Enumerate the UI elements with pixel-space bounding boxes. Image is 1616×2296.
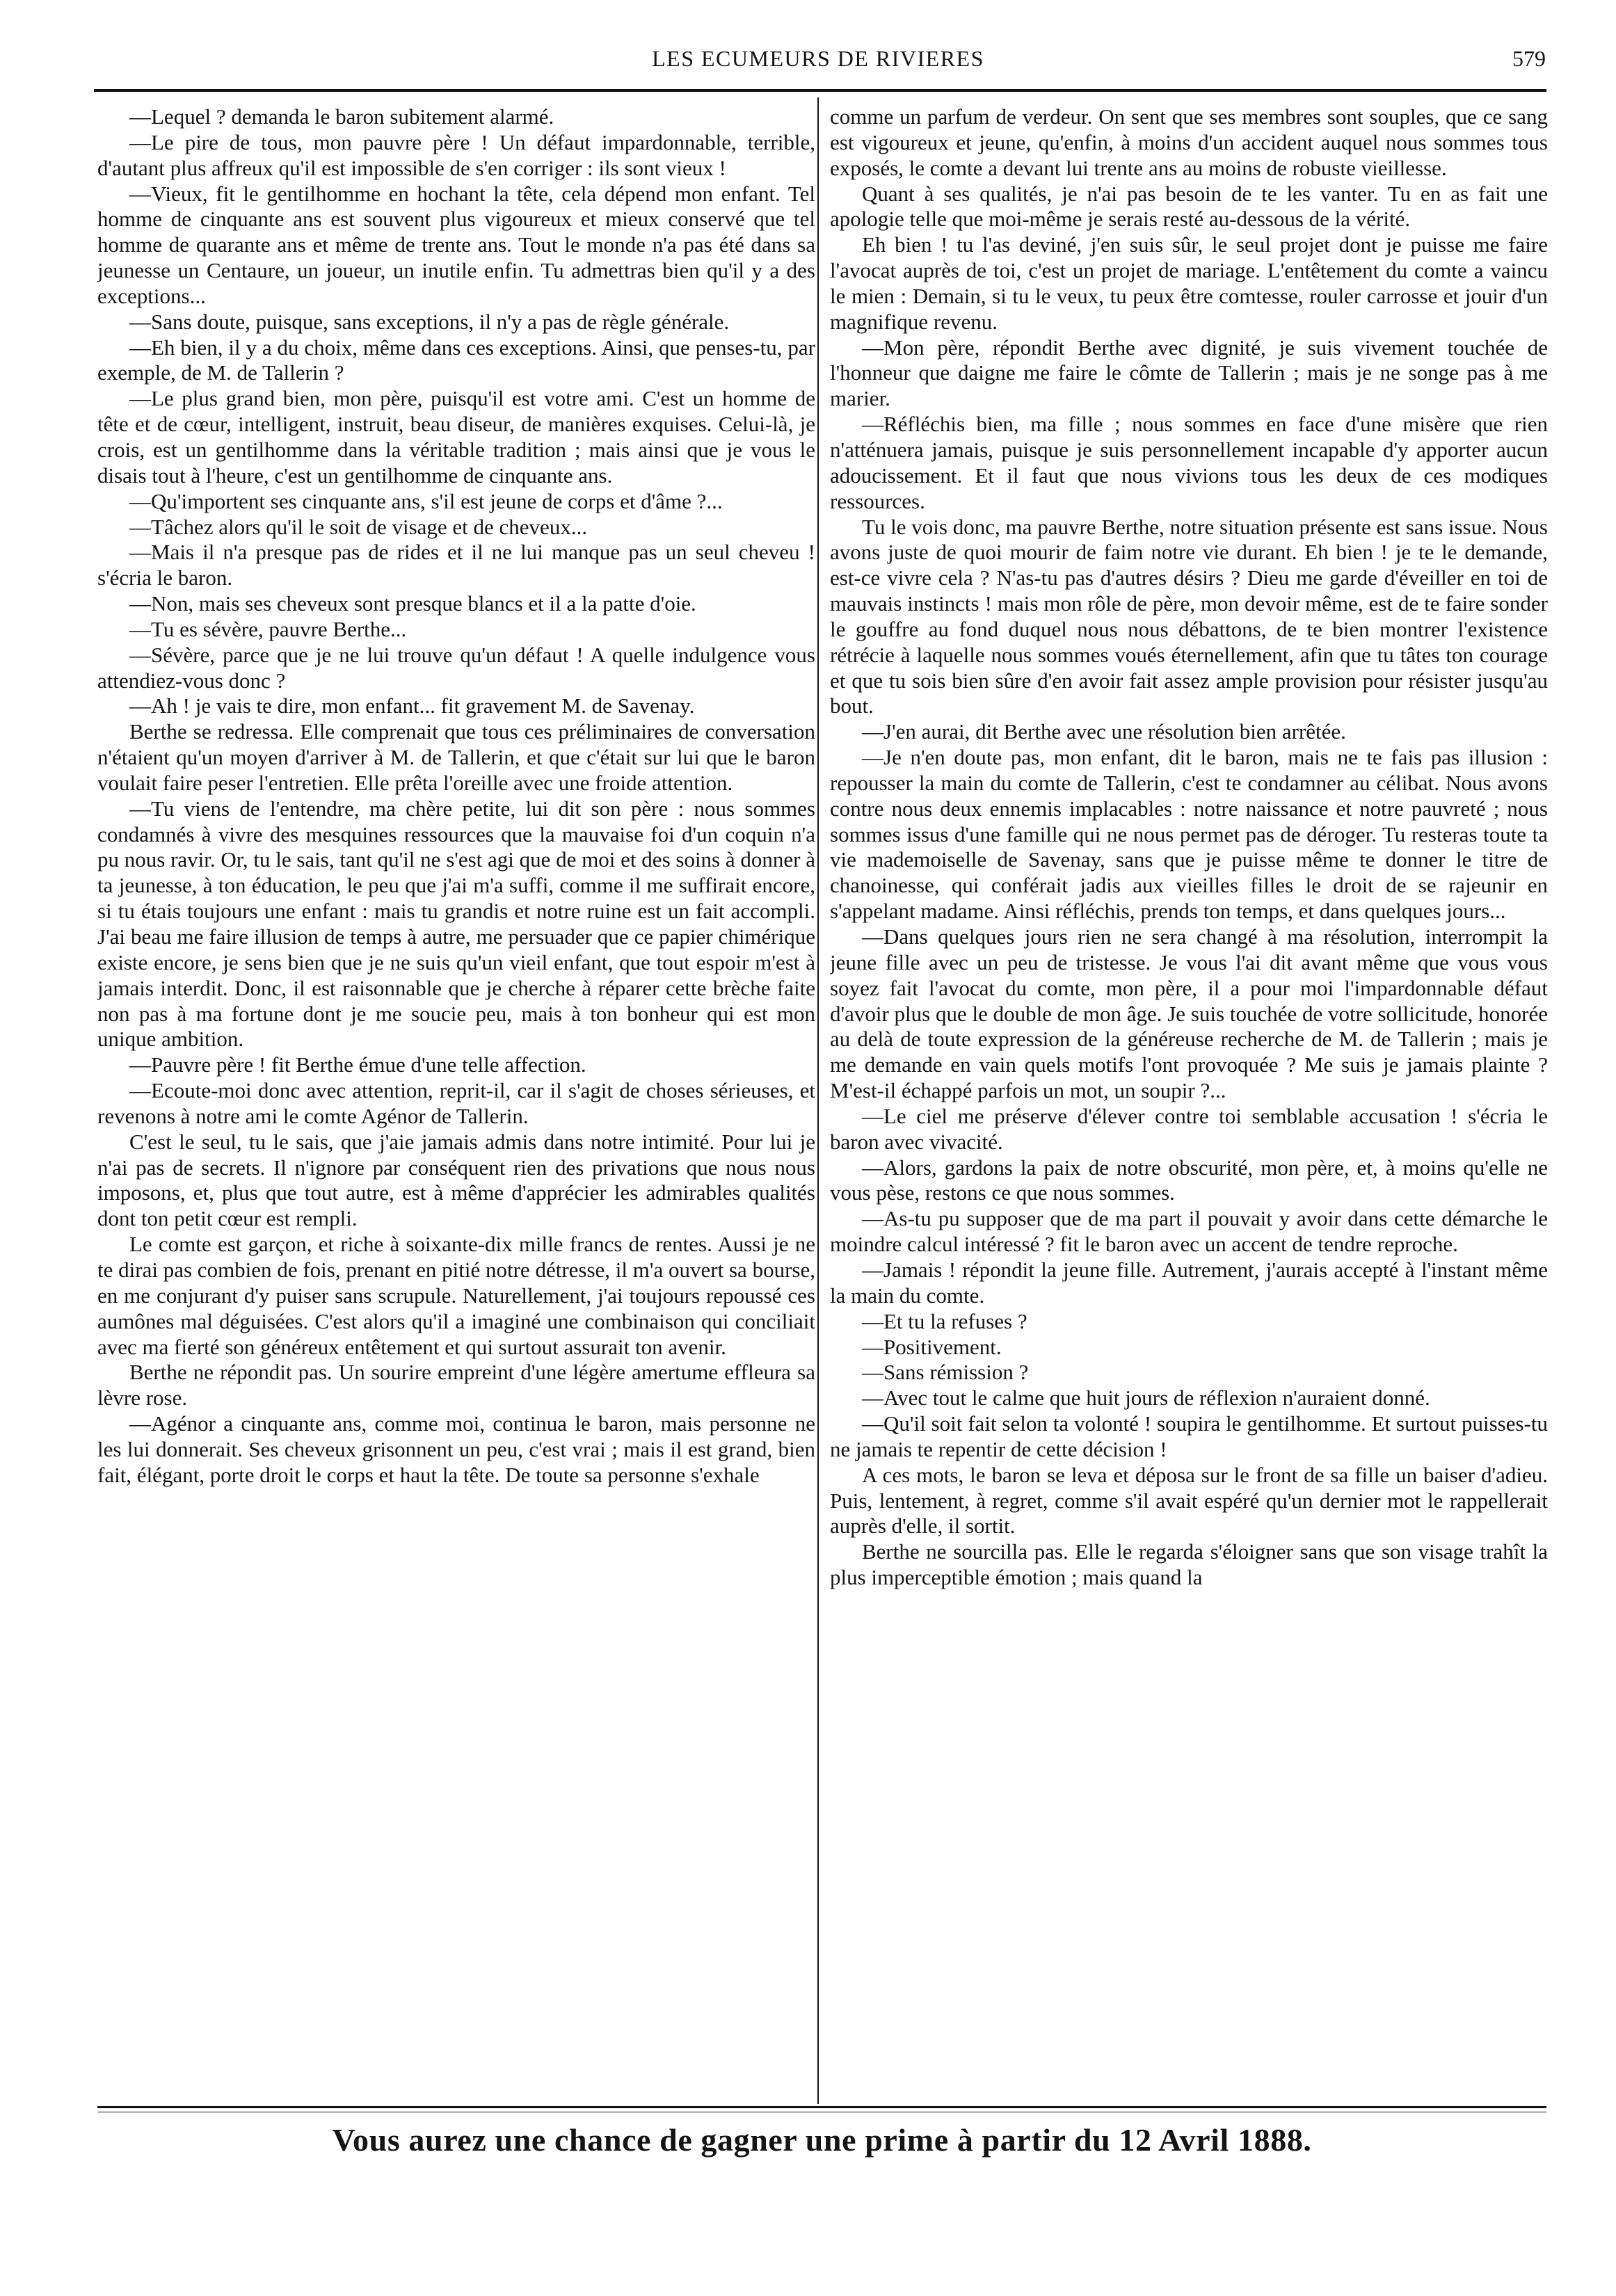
paragraph: —Réfléchis bien, ma fille ; nous sommes en face d'une misère que rien n'atténuera jamais, puisque je suis personnellement incapable d'y apporter aucun adoucissement. Et il faut que nous vivions tous les deux de ces modiques ressources. xyxy=(830,412,1548,513)
paragraph: —Sévère, parce que je ne lui trouve qu'un défaut ! A quelle indulgence vous attendiez-vous donc ? xyxy=(97,642,815,693)
paragraph: Le comte est garçon, et riche à soixante-dix mille francs de rentes. Aussi je ne te dirai pas combien de fois, prenant en pitié notre détresse, il m'a ouvert sa bourse, en me conjurant d'y puiser sans scrupule. Naturellement, j'ai toujours repoussé ces aumônes mal déguisées. C'est alors qu'il a imaginé une combinaison qui conciliait avec ma fierté son généreux entêtement et qui surtout assurait ton avenir. xyxy=(97,1232,815,1359)
page-header xyxy=(90,39,1546,79)
paragraph: Berthe se redressa. Elle comprenait que tous ces préliminaires de conversation n'étaient qu'un moyen d'arriver à M. de Tallerin, et que c'était sur lui que le baron voulait faire peser l'entretien. Elle prêta l'oreille avec une froide attention. xyxy=(97,719,815,795)
paragraph: Berthe ne sourcilla pas. Elle le regarda s'éloigner sans que son visage trahît la plus imperceptible émotion ; mais quand la xyxy=(830,1539,1548,1590)
footer-rule xyxy=(97,2106,1546,2108)
paragraph: —Mais il n'a presque pas de rides et il ne lui manque pas un seul cheveu ! s'écria le baron. xyxy=(97,540,815,591)
paragraph: —Lequel ? demanda le baron subitement alarmé. xyxy=(129,104,554,129)
paragraph: A ces mots, le baron se leva et déposa sur le front de sa fille un baiser d'adieu. Puis, lentement, à regret, comme s'il avait espéré qu'un dernier mot le rappellerait auprès d'elle, il sortit. xyxy=(830,1462,1548,1539)
paragraph: —Ecoute-moi donc avec attention, reprit-il, car il s'agit de choses sérieuses, et revenons à notre ami le comte Agénor de Tallerin. xyxy=(97,1078,815,1128)
paragraph: Tu le vois donc, ma pauvre Berthe, notre situation présente est sans issue. Nous avons juste de quoi mourir de faim notre vie durant. Eh bien ! je te le demande, est-ce vivre cela ? N'as-tu pas d'autres désirs ? Dieu me garde d'éveiller en toi de mauvais instincts ! mais mon rôle de père, mon devoir même, est de te faire sonder le gouffre au fond duquel nous nous débattons, de te bien montrer l'existence rétrécie à laquelle nous sommes voués éternellement, afin que tu tâtes ton courage et que tu sois bien sûre d'en avoir fait assez ample provision pour résister jusqu'au bout. xyxy=(830,514,1548,718)
paragraph: —Le pire de tous, mon pauvre père ! Un défaut impardonnable, terrible, d'autant plus affreux qu'il est impossible de s'en corriger : ils sont vieux ! xyxy=(97,129,815,180)
paragraph: —Dans quelques jours rien ne sera changé à ma résolution, interrompit la jeune fille avec un peu de tristesse. Je vous l'ai dit avant même que vous vous soyez fait l'avocat du comte, mon père, il a pour moi l'impardonnable défaut d'avoir plus que le double de mon âge. Je suis touchée de votre sollicitude, honorée au delà de toute expression de la généreuse recherche de M. de Tallerin ; mais je me demande en vain quels motifs l'ont provoquée ? Me suis je jamais plainte ? M'est-il échappé parfois un mot, un soupir ?... xyxy=(830,924,1548,1103)
paragraph: C'est le seul, tu le sais, que j'aie jamais admis dans notre intimité. Pour lui je n'ai pas de secrets. Il n'ignore par conséquent rien des privations que nous nous imposons, et, plus que tout autre, est à même d'apprécier les admirables qualités dont ton petit cœur est rempli. xyxy=(97,1129,815,1231)
left-column xyxy=(97,104,815,2102)
paragraph: —Alors, gardons la paix de notre obscurité, mon père, et, à moins qu'elle ne vous pèse, restons ce que nous sommes. xyxy=(830,1155,1548,1205)
paragraph: —Eh bien, il y a du choix, même dans ces exceptions. Ainsi, que penses-tu, par exemple, de M. de Tallerin ? xyxy=(97,335,815,385)
paragraph: —Jamais ! répondit la jeune fille. Autrement, j'aurais accepté à l'instant même la main du comte. xyxy=(830,1257,1548,1308)
paragraph: —Sans rémission ? xyxy=(862,1360,1029,1385)
paragraph: —Vieux, fit le gentilhomme en hochant la tête, cela dépend mon enfant. Tel homme de cinquante ans est souvent plus vigoureux et mieux conservé que tel homme de quarante ans et même de trente ans. Tout le monde n'a pas été dans sa jeunesse un Centaure, un joueur, un inutile enfin. Tu admettras bien qu'il y a des exceptions... xyxy=(97,181,815,308)
paragraph: —Tu viens de l'entendre, ma chère petite, lui dit son père : nous sommes condamnés à vivre des mesquines ressources que la mauvaise foi d'un coquin n'a pu nous ravir. Or, tu le sais, tant qu'il ne s'est agi que de moi et des soins à donner à ta jeunesse, à ton éducation, le peu que j'ai m'a suffi, comme il me suffirait encore, si tu étais toujours une enfant : mais tu grandis et notre ruine est un fait accompli. J'ai beau me faire illusion de temps à autre, me persuader que ce papier chimérique existe encore, je sens bien que je ne suis qu'un vieil enfant, que tout espoir m'est à jamais interdit. Donc, il est raisonnable que je cherche à réparer cette brèche faite non pas à ma fortune dont je me soucie peu, mais à ton bonheur qui est mon unique ambition. xyxy=(97,796,815,1052)
paragraph: —Tu es sévère, pauvre Berthe... xyxy=(129,616,407,641)
prize-notice: Vous aurez une chance de gagner une prime à partir du 12 Avril 1888. xyxy=(332,2122,1312,2158)
running-title: LES ECUMEURS DE RIVIERES xyxy=(652,46,984,71)
paragraph: Quant à ses qualités, je n'ai pas besoin de te les vanter. Tu en as fait une apologie telle que moi-même je serais resté au-dessous de la vérité. xyxy=(830,181,1548,232)
header-rule xyxy=(94,89,1546,92)
right-column xyxy=(830,104,1548,2102)
paragraph: —As-tu pu supposer que de ma part il pouvait y avoir dans cette démarche le moindre calcul intéressé ? fit le baron avec un accent de tendre reproche. xyxy=(830,1206,1548,1257)
paragraph: Berthe ne répondit pas. Un sourire empreint d'une légère amertume effleura sa lèvre rose. xyxy=(97,1360,815,1411)
paragraph: —Pauvre père ! fit Berthe émue d'une telle affection. xyxy=(129,1052,586,1077)
paragraph: —Sans doute, puisque, sans exceptions, il n'y a pas de règle générale. xyxy=(129,309,730,334)
column-divider xyxy=(817,97,819,2104)
paragraph: —J'en aurai, dit Berthe avec une résolution bien arrêtée. xyxy=(862,719,1346,744)
paragraph: comme un parfum de verdeur. On sent que ses membres sont souples, que ce sang est vigoureux et jeune, qu'enfin, à moins d'un accident auquel nous sommes tous exposés, le comte a devant lui trente ans au moins de robuste vieillesse. xyxy=(830,104,1548,180)
paragraph: —Le plus grand bien, mon père, puisqu'il est votre ami. C'est un homme de tête et de cœur, intelligent, instruit, beau diseur, de manières exquises. Celui-là, je crois, est un gentilhomme dans la véritable tradition ; mais ainsi que je vous le disais tout à l'heure, c'est un gentilhomme de cinquante ans. xyxy=(97,386,815,488)
paragraph: —Qu'il soit fait selon ta volonté ! soupira le gentilhomme. Et surtout puisses-tu ne jamais te repentir de cette décision ! xyxy=(830,1411,1548,1461)
paragraph: —Tâchez alors qu'il le soit de visage et de cheveux... xyxy=(129,514,588,539)
paragraph: —Avec tout le calme que huit jours de réflexion n'auraient donné. xyxy=(862,1386,1430,1411)
paragraph: —Et tu la refuses ? xyxy=(862,1308,1027,1333)
paragraph: —Le ciel me préserve d'élever contre toi semblable accusation ! s'écria le baron avec vivacité. xyxy=(830,1103,1548,1154)
paragraph: —Positivement. xyxy=(862,1334,1002,1359)
paragraph: —Qu'importent ses cinquante ans, s'il est jeune de corps et d'âme ?... xyxy=(129,488,723,513)
paragraph: —Je n'en doute pas, mon enfant, dit le baron, mais ne te fais pas illusion : repousser la main du comte de Tallerin, c'est te condamner au célibat. Nous avons contre nous deux ennemis implacables : notre naissance et notre pauvreté ; nous sommes issus d'une famille qui ne nous permet pas de déroger. Tu resteras toute ta vie mademoiselle de Savenay, sans que je puisse même te donner le titre de chanoinesse, qui conférait jadis aux vieilles filles le droit de se rajeunir en s'appelant madame. Ainsi réfléchis, prends ton temps, et dans quelques jours... xyxy=(830,745,1548,924)
paragraph: Eh bien ! tu l'as deviné, j'en suis sûr, le seul projet dont je puisse me faire l'avocat auprès de toi, c'est un projet de mariage. L'entêtement du comte a vaincu le mien : Demain, si tu le veux, tu peux être comtesse, rouler carrosse et jouir d'un magnifique revenu. xyxy=(830,232,1548,334)
paragraph: —Ah ! je vais te dire, mon enfant... fit gravement M. de Savenay. xyxy=(129,693,695,718)
paragraph: —Non, mais ses cheveux sont presque blancs et il a la patte d'oie. xyxy=(129,591,696,616)
paragraph: —Agénor a cinquante ans, comme moi, continua le baron, mais personne ne les lui donnerait. Ses cheveux grisonnent un peu, c'est vrai ; mais il est grand, bien fait, élégant, porte droit le corps et haut la tête. De toute sa personne s'exhale xyxy=(97,1411,815,1487)
paragraph: —Mon père, répondit Berthe avec dignité, je suis vivement touchée de l'honneur que daigne me faire le cômte de Tallerin ; mais je ne songe pas à me marier. xyxy=(830,335,1548,411)
page-number: 579 xyxy=(1512,46,1546,71)
